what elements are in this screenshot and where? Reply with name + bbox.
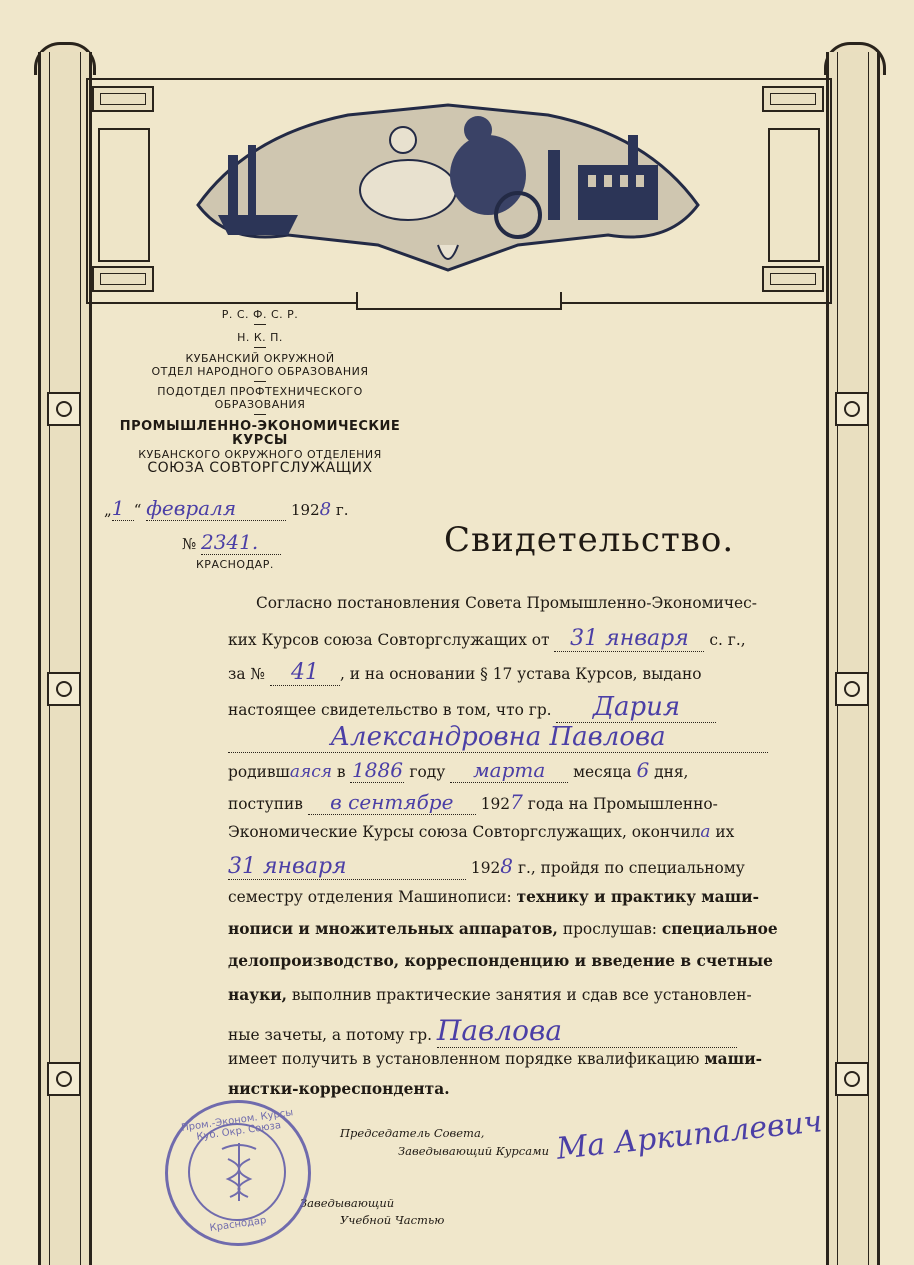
edu-label-line-2: Учебной Частью [340,1213,445,1227]
left-lower-ornament-icon [47,1062,81,1096]
bottom-left-label-ornament [92,266,154,292]
left-panel-ornament [98,128,150,262]
rsfsr-label: Р. С. Ф. С. Р. [221,308,299,321]
courses-line-1: ПРОМЫШЛЕННО-ЭКОНОМИЧЕСКИЕ [119,419,401,434]
courses-line-3: КУБАНСКОГО ОКРУЖНОГО ОТДЕЛЕНИЯ [138,448,382,461]
enrollment-year-digit: 7 [510,790,523,814]
page-title: Свидетельство. [444,520,735,560]
birth-day: 6 [636,758,650,782]
top-right-label-ornament [762,86,824,112]
decision-number: 41 [270,660,340,686]
graduation-date: 31 января [228,854,466,880]
left-rosette-icon [47,392,81,426]
dept-line-2: ОТДЕЛ НАРОДНОГО ОБРАЗОВАНИЯ [151,365,369,378]
chair-label-line-1: Председатель Совета, [340,1126,485,1140]
chair-signature: Ма Аркипалевич [554,1104,824,1167]
enrollment-month: в сентябре [308,790,476,815]
chair-label-line-2: Заведывающий Курсами [398,1144,549,1158]
city-label: КРАСНОДАР. [196,558,274,571]
body-line-10: семестру отделения Машинописи: технику и практику маши- [228,888,759,906]
courses-line-2: КУРСЫ [232,433,288,448]
top-left-label-ornament [92,86,154,112]
issue-year-digit: 8 [319,499,332,520]
issue-date: „1 “ февраля 1928 г. [104,496,349,520]
issue-month: февраля [146,496,286,521]
left-pillar [38,52,92,1265]
caduceus-icon [212,1139,266,1205]
edu-label-line-1: Заведывающий [300,1196,395,1210]
body-line-4: настоящее свидетельство в том, что гр. Дария [228,692,774,723]
body-line-11: нописи и множительных аппаратов, прослушав: специальное [228,920,778,938]
industry-illustration [188,95,708,275]
stamp-bottom-text: Краснодар [208,1215,268,1234]
subdept-line-1: ПОДОТДЕЛ ПРОФТЕХНИЧЕСКОГО [157,385,363,398]
certificate-number: № 2341. [182,530,281,555]
body-line-8: Экономические Курсы союза Совторгслужащих, окончила их [228,822,735,842]
graduation-year-digit: 8 [500,854,514,878]
body-line-9: 31 января 1928 г., пройдя по специальному [228,854,745,879]
body-line-1: Согласно постановления Совета Промышленно-Экономичес- [256,594,757,612]
round-stamp [165,1100,311,1246]
body-line-3: за № 41 , и на основании § 17 устава Курсов, выдано [228,660,702,685]
decision-date: 31 января [554,626,704,652]
right-panel-ornament [768,128,820,262]
left-ornament-icon [47,672,81,706]
body-line-12: делопроизводство, корреспонденцию и введение в счетные [228,952,773,970]
issuer-block [100,308,420,476]
body-line-14: ные зачеты, а потому гр. Павлова [228,1014,774,1048]
right-rosette-icon [835,392,869,426]
right-ornament-icon [835,672,869,706]
patronymic-surname: Александровна Павлова [228,722,768,753]
right-lower-ornament-icon [835,1062,869,1096]
surname-repeat: Павлова [437,1014,737,1048]
nkp-label: Н. К. П. [237,331,283,344]
right-pillar [826,52,880,1265]
dept-line-1: КУБАНСКИЙ ОКРУЖНОЙ [185,352,335,365]
first-name: Дария [556,692,716,723]
body-line-13: науки, выполнив практические занятия и сдав все установлен- [228,986,752,1004]
birth-month: марта [450,758,568,783]
birth-year: 1886 [352,758,403,782]
issue-day: 1 [112,496,134,521]
stamp-top-text: Пром.-Эконом. Курсы Куб. Окр. Союза [180,1107,294,1143]
body-line-15: имеет получить в установленном порядке квалификацию маши- [228,1050,762,1068]
body-line-5 [228,722,774,753]
body-line-16: нистки-корреспондента. [228,1080,450,1098]
certificate-number-value: 2341. [201,530,281,555]
body-line-7: поступив в сентябре 1927 года на Промышленно- [228,790,718,814]
bottom-right-label-ornament [762,266,824,292]
subdept-line-2: ОБРАЗОВАНИЯ [214,398,306,411]
body-line-6: родившаяся в 1886 году марта месяца 6 дня, [228,758,689,782]
courses-line-4: СОЮЗА СОВТОРГСЛУЖАЩИХ [147,460,373,476]
body-line-2: ких Курсов союза Совторгслужащих от 31 января с. г., [228,626,746,651]
